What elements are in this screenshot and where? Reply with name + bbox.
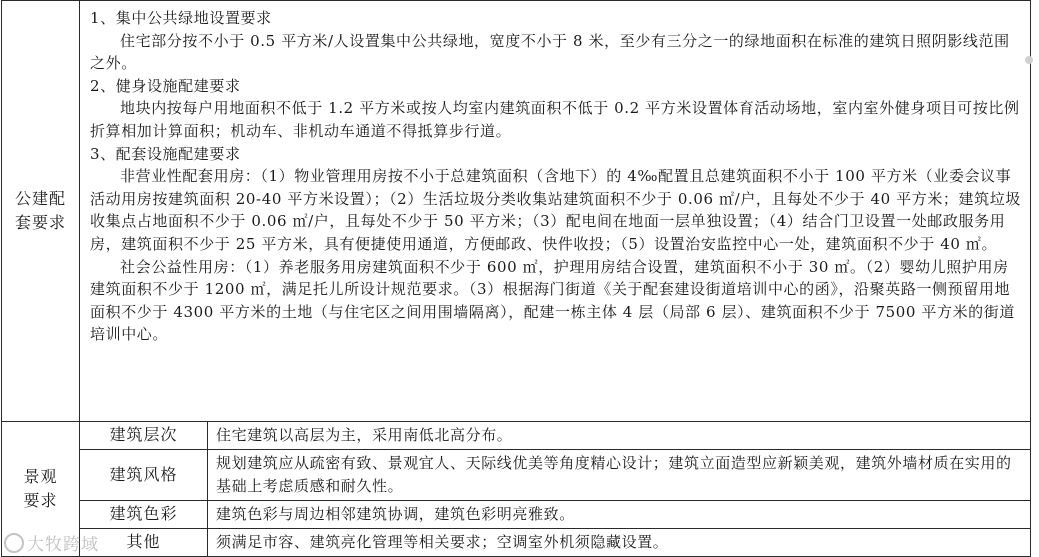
landscape-value: 建筑色彩与周边相邻建筑协调，建筑色彩明亮雅致。 <box>208 501 1031 529</box>
landscape-label: 建筑色彩 <box>80 501 208 529</box>
landscape-value: 须满足市容、建筑亮化管理等相关要求；空调室外机须隐藏设置。 <box>208 529 1031 557</box>
landscape-value: 住宅建筑以高层为主，采用南低北高分布。 <box>208 422 1031 450</box>
category-line: 景观 <box>23 466 58 486</box>
landscape-row <box>2 529 1031 557</box>
section-paragraph: 住宅部分按不小于 0.5 平方米/人设置集中公共绿地，宽度不小于 8 米，至少有三分之一的绿地面积在标准的建筑日照阴影线范围之外。 <box>90 31 1010 73</box>
category-line: 要求 <box>23 490 58 510</box>
watermark-text: 大牧跨域 <box>27 535 99 555</box>
public-facilities-row <box>2 1 1031 422</box>
landscape-label: 建筑层次 <box>80 422 208 450</box>
landscape-label: 其他 <box>80 529 208 557</box>
landscape-value: 规划建筑应从疏密有致、景观宜人、天际线优美等角度精心设计；建筑立面造型应新颖美观，建筑外墙材质在实用的基础上考虑质感和耐久性。 <box>208 450 1031 501</box>
landscape-label: 建筑风格 <box>80 450 208 501</box>
public-facilities-content <box>80 1 1031 422</box>
section-paragraph: 非营业性配套用房：（1）物业管理用房按不小于总建筑面积（含地下）的 4‰配置且总建筑面积不小于 100 平方米（业委会议事活动用房按建筑面积 20-40 平方米设置）；（2）生活垃圾分类收集站建筑面积不少于 0.06 ㎡/户，且每处不少于 40 平方米；建筑垃圾收集点占地面积不少于 0.06 ㎡/户，且每处不少于 50 平方米；（3）配电间在地面一层单独设置；（4）结合门卫设置一处邮政服务用房，建筑面积不少于 25 平方米，具有便捷使用通道，方便邮政、快件收投；（5）设置治安监控中心一处，建筑面积不少于 40 ㎡。 <box>90 167 1021 253</box>
requirements-table <box>1 0 1031 557</box>
section-paragraph: 社会公益性用房：（1）养老服务用房建筑面积不少于 600 ㎡，护理用房结合设置，建筑面积不小于 30 ㎡。（2）婴幼儿照护用房建筑面积不少于 1200 ㎡，满足托儿所设计规范要求。（3）根据海门街道《关于配套建设街道培训中心的函》，沿聚英路一侧预留用地面积不少于 4300 平方米的土地（与住宅区之间用围墙隔离），配建一栋主体 4 层（局部 6 层）、建筑面积不少于 7500 平方米的街道培训中心。 <box>90 257 1015 344</box>
landscape-row <box>2 501 1031 529</box>
landscape-row <box>2 422 1031 450</box>
section-heading: 2、健身设施配建要求 <box>90 76 241 95</box>
section-heading: 1、集中公共绿地设置要求 <box>90 9 272 27</box>
category-public-facilities <box>2 1 80 422</box>
category-line: 套要求 <box>14 213 66 232</box>
landscape-row <box>2 450 1031 501</box>
section-heading: 3、配套设施配建要求 <box>90 144 241 163</box>
section-paragraph: 地块内按每户用地面积不低于 1.2 平方米或按人均室内建筑面积不低于 0.2 平方米设置体育活动场地，室内室外健身项目可按比例折算相加计算面积；机动车、非机动车通道不得抵算步行道。 <box>90 99 1020 140</box>
scan-dot <box>1025 56 1033 64</box>
logo-icon <box>4 533 24 553</box>
category-line: 公建配 <box>14 189 66 208</box>
watermark <box>4 530 99 555</box>
